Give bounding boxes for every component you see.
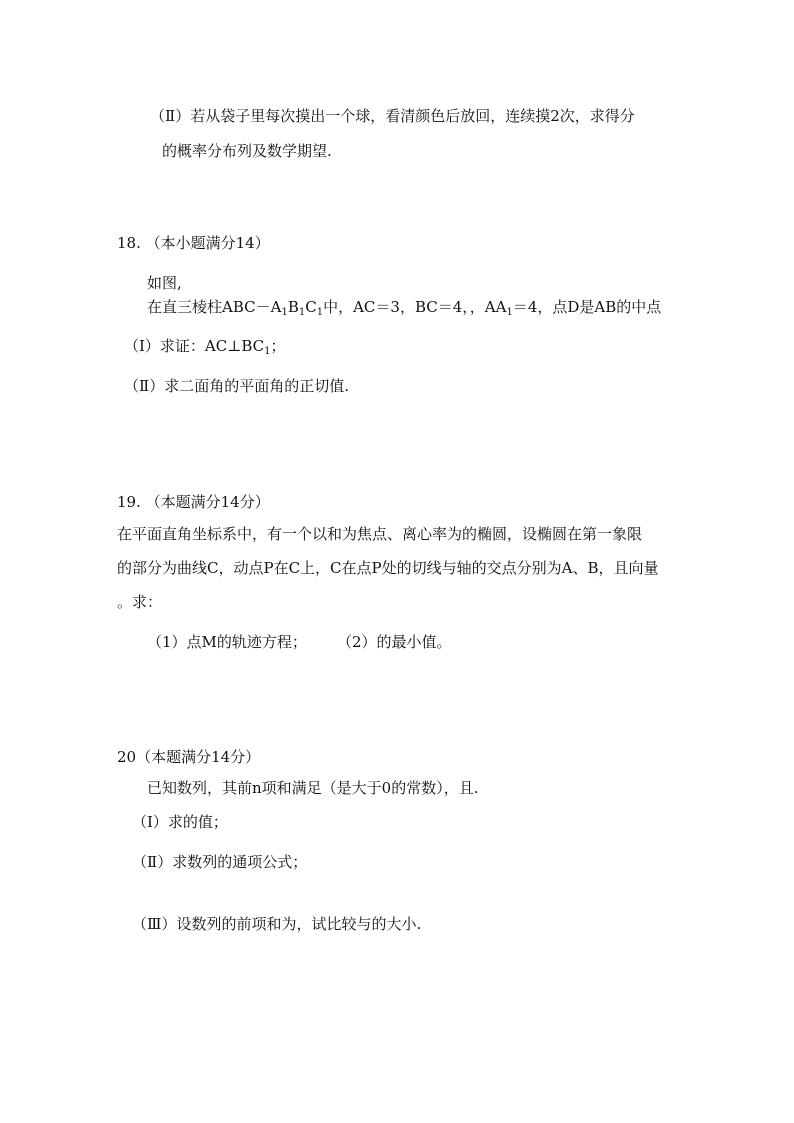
q18-part1-text-b: ； (270, 337, 286, 355)
q17-part2-line1: （Ⅱ）若从袋子里每次摸出一个球，看清颜色后放回，连续摸2次，求得分 (150, 107, 635, 125)
q18-part2: （Ⅱ）求二面角的平面角的正切值. (124, 377, 349, 395)
q18-intro: 如图, (147, 274, 182, 292)
q20-part3: （Ⅲ）设数列的前项和为，试比较与的大小. (132, 915, 422, 933)
q19-line2: 的部分为曲线C，动点P在C上，C在点P处的切线与轴的交点分别为A、B，且向量 (117, 559, 659, 577)
q18-stem-text-d: 中，AC＝3，BC＝4，，AA (323, 298, 507, 316)
q18-part1-text-a: （Ⅰ）求证：AC⊥BC (124, 337, 265, 355)
q19-sub1: （1）点M的轨迹方程； (147, 633, 307, 651)
q18-stem-text-e: ＝4，点D是AB的中点 (512, 298, 662, 316)
q20-part1: （Ⅰ）求的值； (132, 813, 228, 831)
q18-stem-text-a: 在直三棱柱ABC－A (147, 298, 282, 316)
q19-sub2: （2）的最小值。 (337, 633, 452, 651)
q18-header: 18. （本小题满分14） (117, 234, 270, 252)
q18-stem-sub-2: 1 (298, 307, 306, 318)
q18-stem (147, 297, 661, 317)
q20-part2: （Ⅱ）求数列的通项公式； (132, 853, 308, 871)
q18-stem-text-c: C (305, 298, 317, 316)
q18-part1-sub: 1 (264, 346, 271, 357)
q18-stem-sub-1: 1 (281, 307, 288, 318)
q18-stem-text-b: B (287, 298, 299, 316)
q20-intro: 已知数列，其前n项和满足（是大于0的常数），且. (147, 779, 479, 797)
q20-header: 20（本题满分14分） (117, 748, 261, 766)
q19-line1: 在平面直角坐标系中，有一个以和为焦点、离心率为的椭圆，设椭圆在第一象限 (117, 525, 643, 543)
q19-header: 19. （本题满分14分） (117, 493, 270, 511)
q17-part2-line2: 的概率分布列及数学期望. (162, 142, 332, 160)
q18-stem-sub-4: 1 (506, 307, 513, 318)
q18-stem-sub-3: 1 (316, 307, 324, 318)
q18-part1 (124, 336, 286, 356)
q19-line3: 。求： (117, 593, 163, 611)
